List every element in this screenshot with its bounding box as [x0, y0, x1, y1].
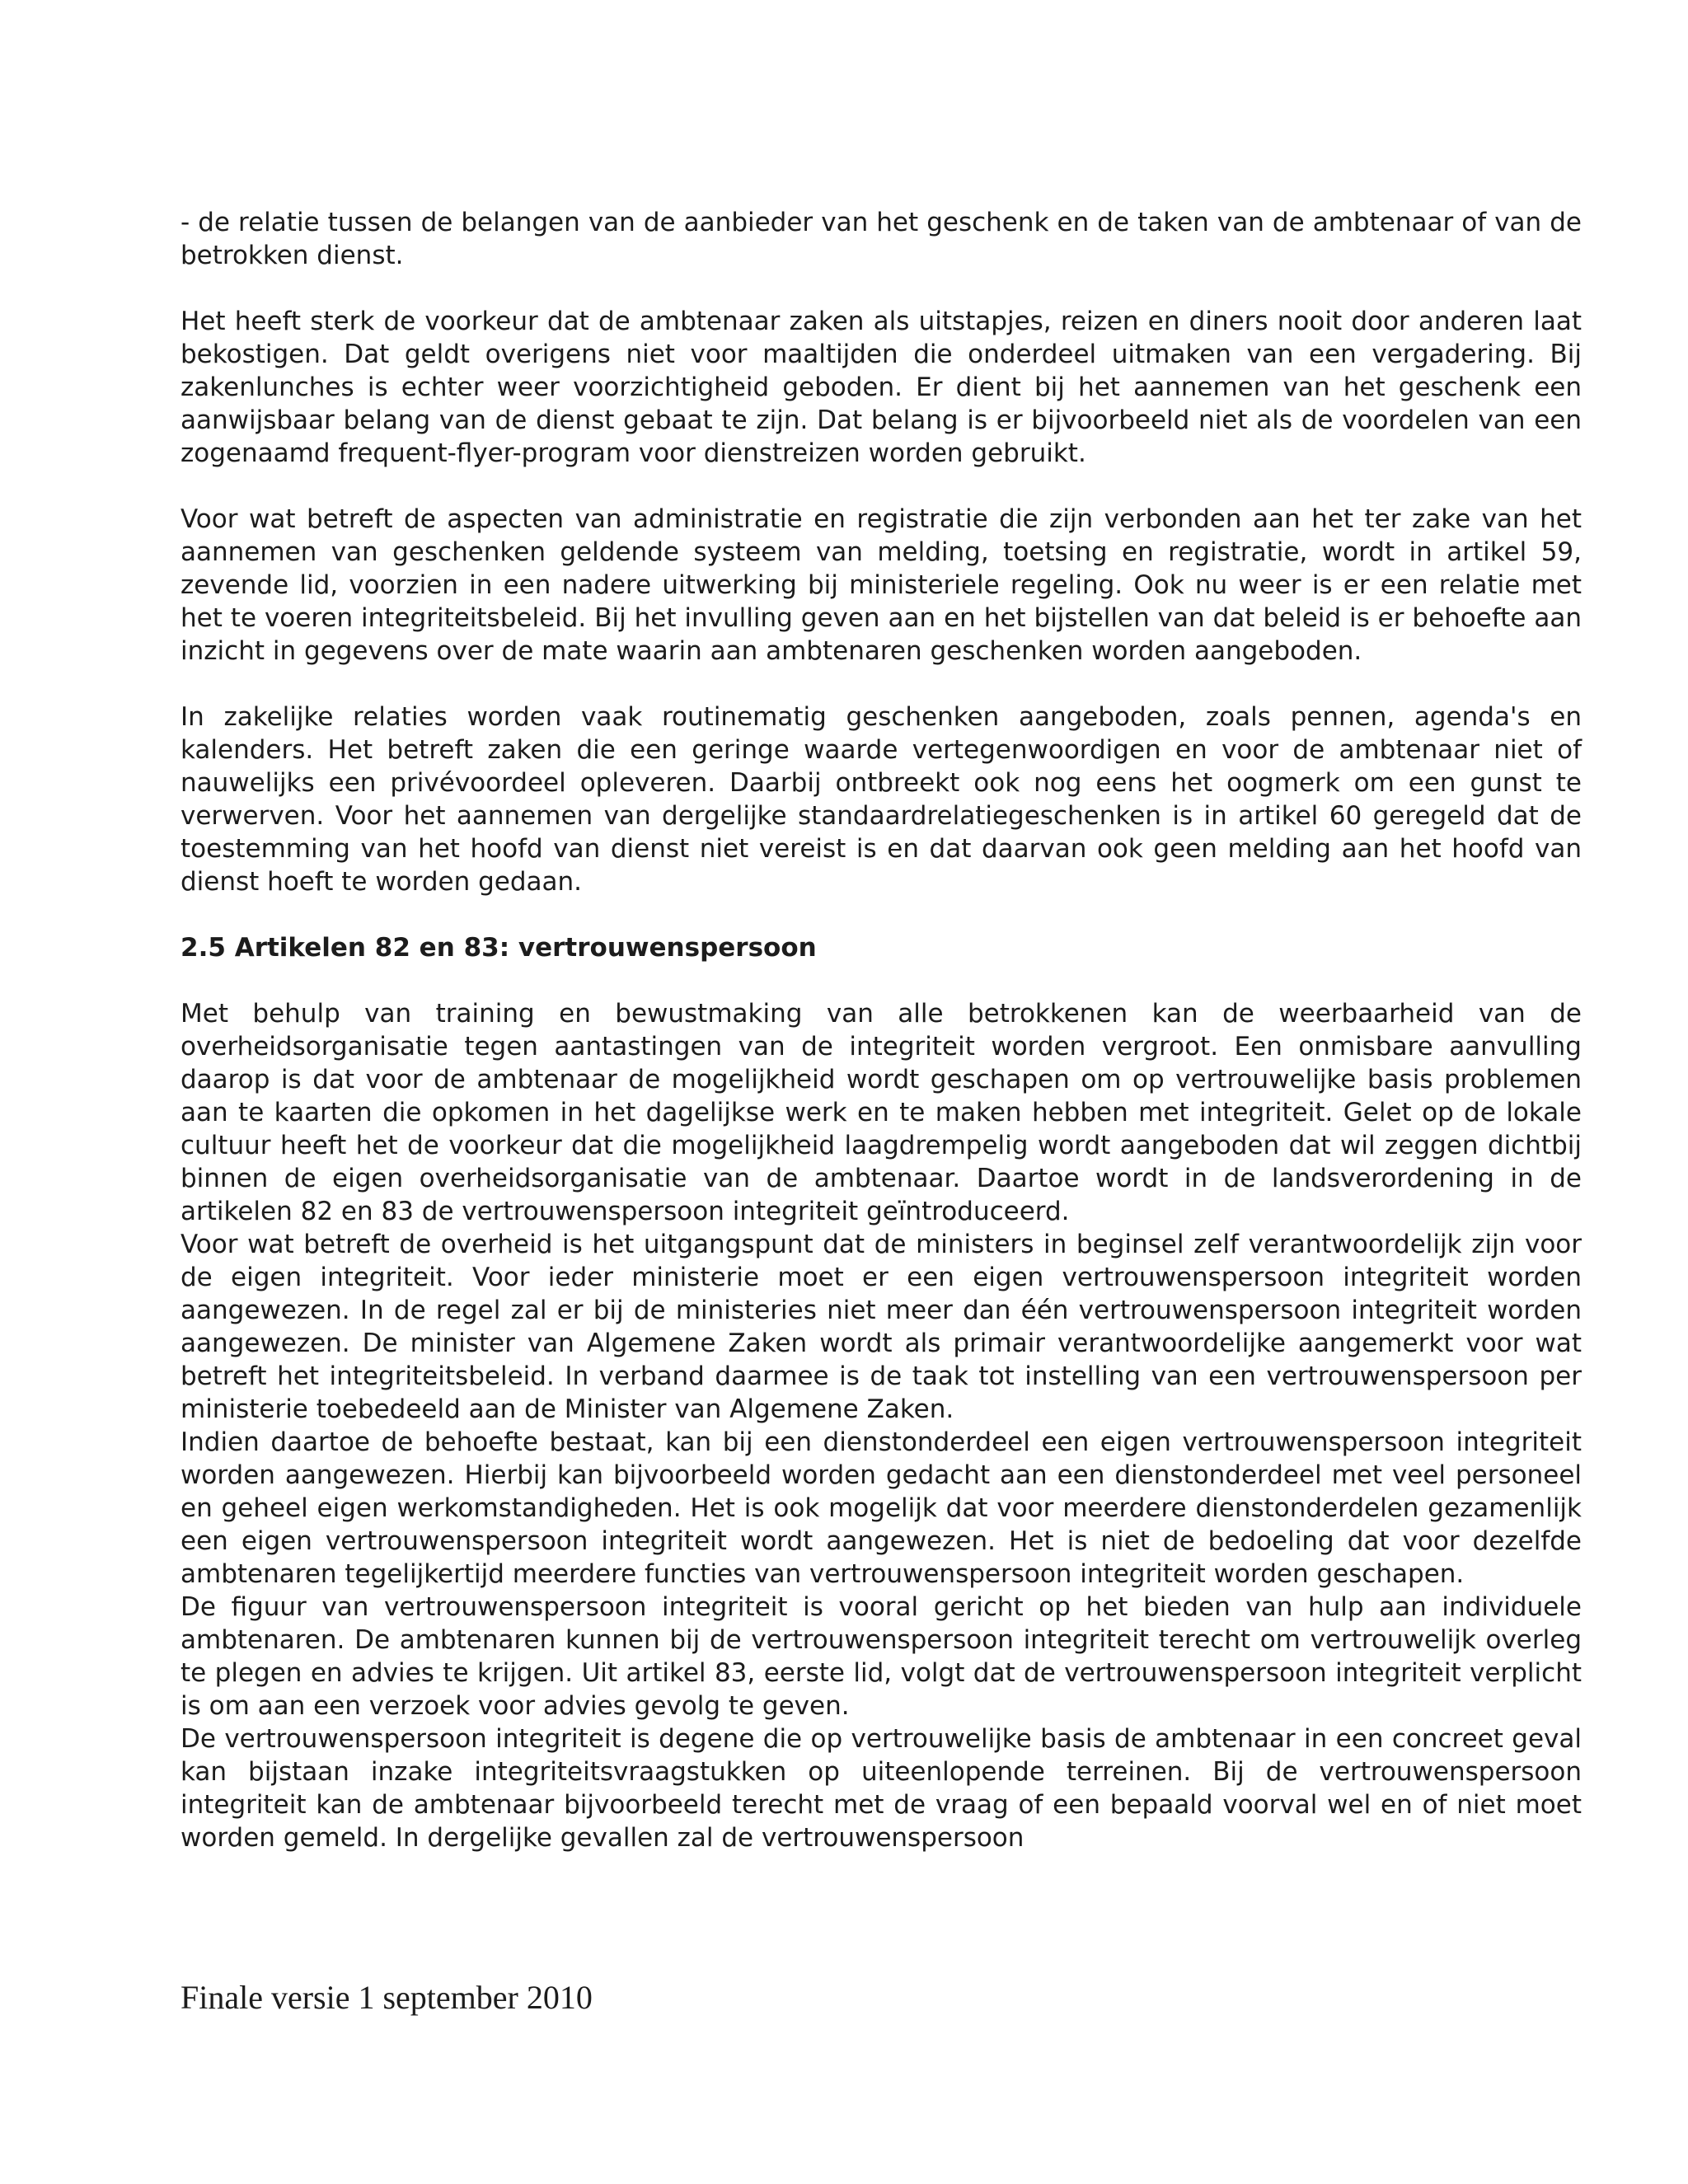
paragraph: - de relatie tussen de belangen van de aanbieder van het geschenk en de taken van de ambtenaar of van de betrokken dienst. [181, 208, 1582, 270]
paragraph: De vertrouwenspersoon integriteit is degene die op vertrouwelijke basis de ambtenaar in een concreet geval kan bijstaan inzake integriteitsvraagstukken op uiteenlopende terreinen. Bij de vertrouwenspersoon integriteit kan de ambtenaar bijvoorbeeld terecht met de vraag of een bepaald voorval wel en of niet moet worden gemeld. In dergelijke gevallen zal de vertrouwenspersoon [181, 1724, 1582, 1853]
paragraph: Met behulp van training en bewustmaking van alle betrokkenen kan de weerbaarheid van de overheidsorganisatie tegen aantastingen van de integriteit worden vergroot. Een onmisbare aanvulling daarop is dat voor de ambtenaar de mogelijkheid wordt geschapen om op vertrouwelijke basis problemen aan te kaarten die opkomen in het dagelijkse werk en te maken hebben met integriteit. Gelet op de lokale cultuur heeft het de voorkeur dat die mogelijkheid laagdrempelig wordt aangeboden dat wil zeggen dichtbij binnen de eigen overheidsorganisatie van de ambtenaar. Daartoe wordt in de landsverordening in de artikelen 82 en 83 de vertrouwenspersoon integriteit geïntroduceerd. [181, 999, 1582, 1226]
paragraph: Voor wat betreft de overheid is het uitgangspunt dat de ministers in beginsel zelf verantwoordelijk zijn voor de eigen integriteit. Voor ieder ministerie moet er een eigen vertrouwenspersoon integriteit worden aangewezen. In de regel zal er bij de ministeries niet meer dan één vertrouwenspersoon integriteit worden aangewezen. De minister van Algemene Zaken wordt als primair verantwoordelijke aangemerkt voor wat betreft het integriteitsbeleid. In verband daarmee is de taak tot instelling van een vertrouwenspersoon per ministerie toebedeeld aan de Minister van Algemene Zaken. [181, 1230, 1582, 1424]
paragraph: Het heeft sterk de voorkeur dat de ambtenaar zaken als uitstapjes, reizen en diners nooit door anderen laat bekostigen. Dat geldt overigens niet voor maaltijden die onderdeel uitmaken van een vergadering. Bij zakenlunches is echter weer voorzichtigheid geboden. Er dient bij het aannemen van het geschenk een aanwijsbaar belang van de dienst gebaat te zijn. Dat belang is er bijvoorbeeld niet als de voordelen van een zogenaamd frequent-flyer-program voor dienstreizen worden gebruikt. [181, 307, 1582, 468]
section-heading: 2.5 Artikelen 82 en 83: vertrouwenspersoon [181, 933, 817, 963]
paragraph: Voor wat betreft de aspecten van administratie en registratie die zijn verbonden aan het ter zake van het aannemen van geschenken geldende systeem van melding, toetsing en registratie, wordt in artikel 59, zevende lid, voorzien in een nadere uitwerking bij ministeriele regeling. Ook nu weer is er een relatie met het te voeren integriteitsbeleid. Bij het invulling geven aan en het bijstellen van dat beleid is er behoefte aan inzicht in gegevens over de mate waarin aan ambtenaren geschenken worden aangeboden. [181, 504, 1582, 666]
page-footer: Finale versie 1 september 2010 [181, 1979, 593, 2016]
paragraph: Indien daartoe de behoefte bestaat, kan bij een dienstonderdeel een eigen vertrouwenspersoon integriteit worden aangewezen. Hierbij kan bijvoorbeeld worden gedacht aan een dienstonderdeel met veel personeel en geheel eigen werkomstandigheden. Het is ook mogelijk dat voor meerdere dienstonderdelen gezamenlijk een eigen vertrouwenspersoon integriteit wordt aangewezen. Het is niet de bedoeling dat voor dezelfde ambtenaren tegelijkertijd meerdere functies van vertrouwenspersoon integriteit worden geschapen. [181, 1427, 1582, 1589]
paragraph: De figuur van vertrouwenspersoon integriteit is vooral gericht op het bieden van hulp aan individuele ambtenaren. De ambtenaren kunnen bij de vertrouwenspersoon integriteit terecht om vertrouwelijk overleg te plegen en advies te krijgen. Uit artikel 83, eerste lid, volgt dat de vertrouwenspersoon integriteit verplicht is om aan een verzoek voor advies gevolg te geven. [181, 1592, 1582, 1721]
paragraph: In zakelijke relaties worden vaak routinematig geschenken aangeboden, zoals pennen, agenda's en kalenders. Het betreft zaken die een geringe waarde vertegenwoordigen en voor de ambtenaar niet of nauwelijks een privévoordeel opleveren. Daarbij ontbreekt ook nog eens het oogmerk om een gunst te verwerven. Voor het aannemen van dergelijke standaardrelatiegeschenken is in artikel 60 geregeld dat de toestemming van het hoofd van dienst niet vereist is en dat daarvan ook geen melding aan het hoofd van dienst hoeft te worden gedaan. [181, 702, 1582, 897]
document-body [181, 206, 1582, 1854]
